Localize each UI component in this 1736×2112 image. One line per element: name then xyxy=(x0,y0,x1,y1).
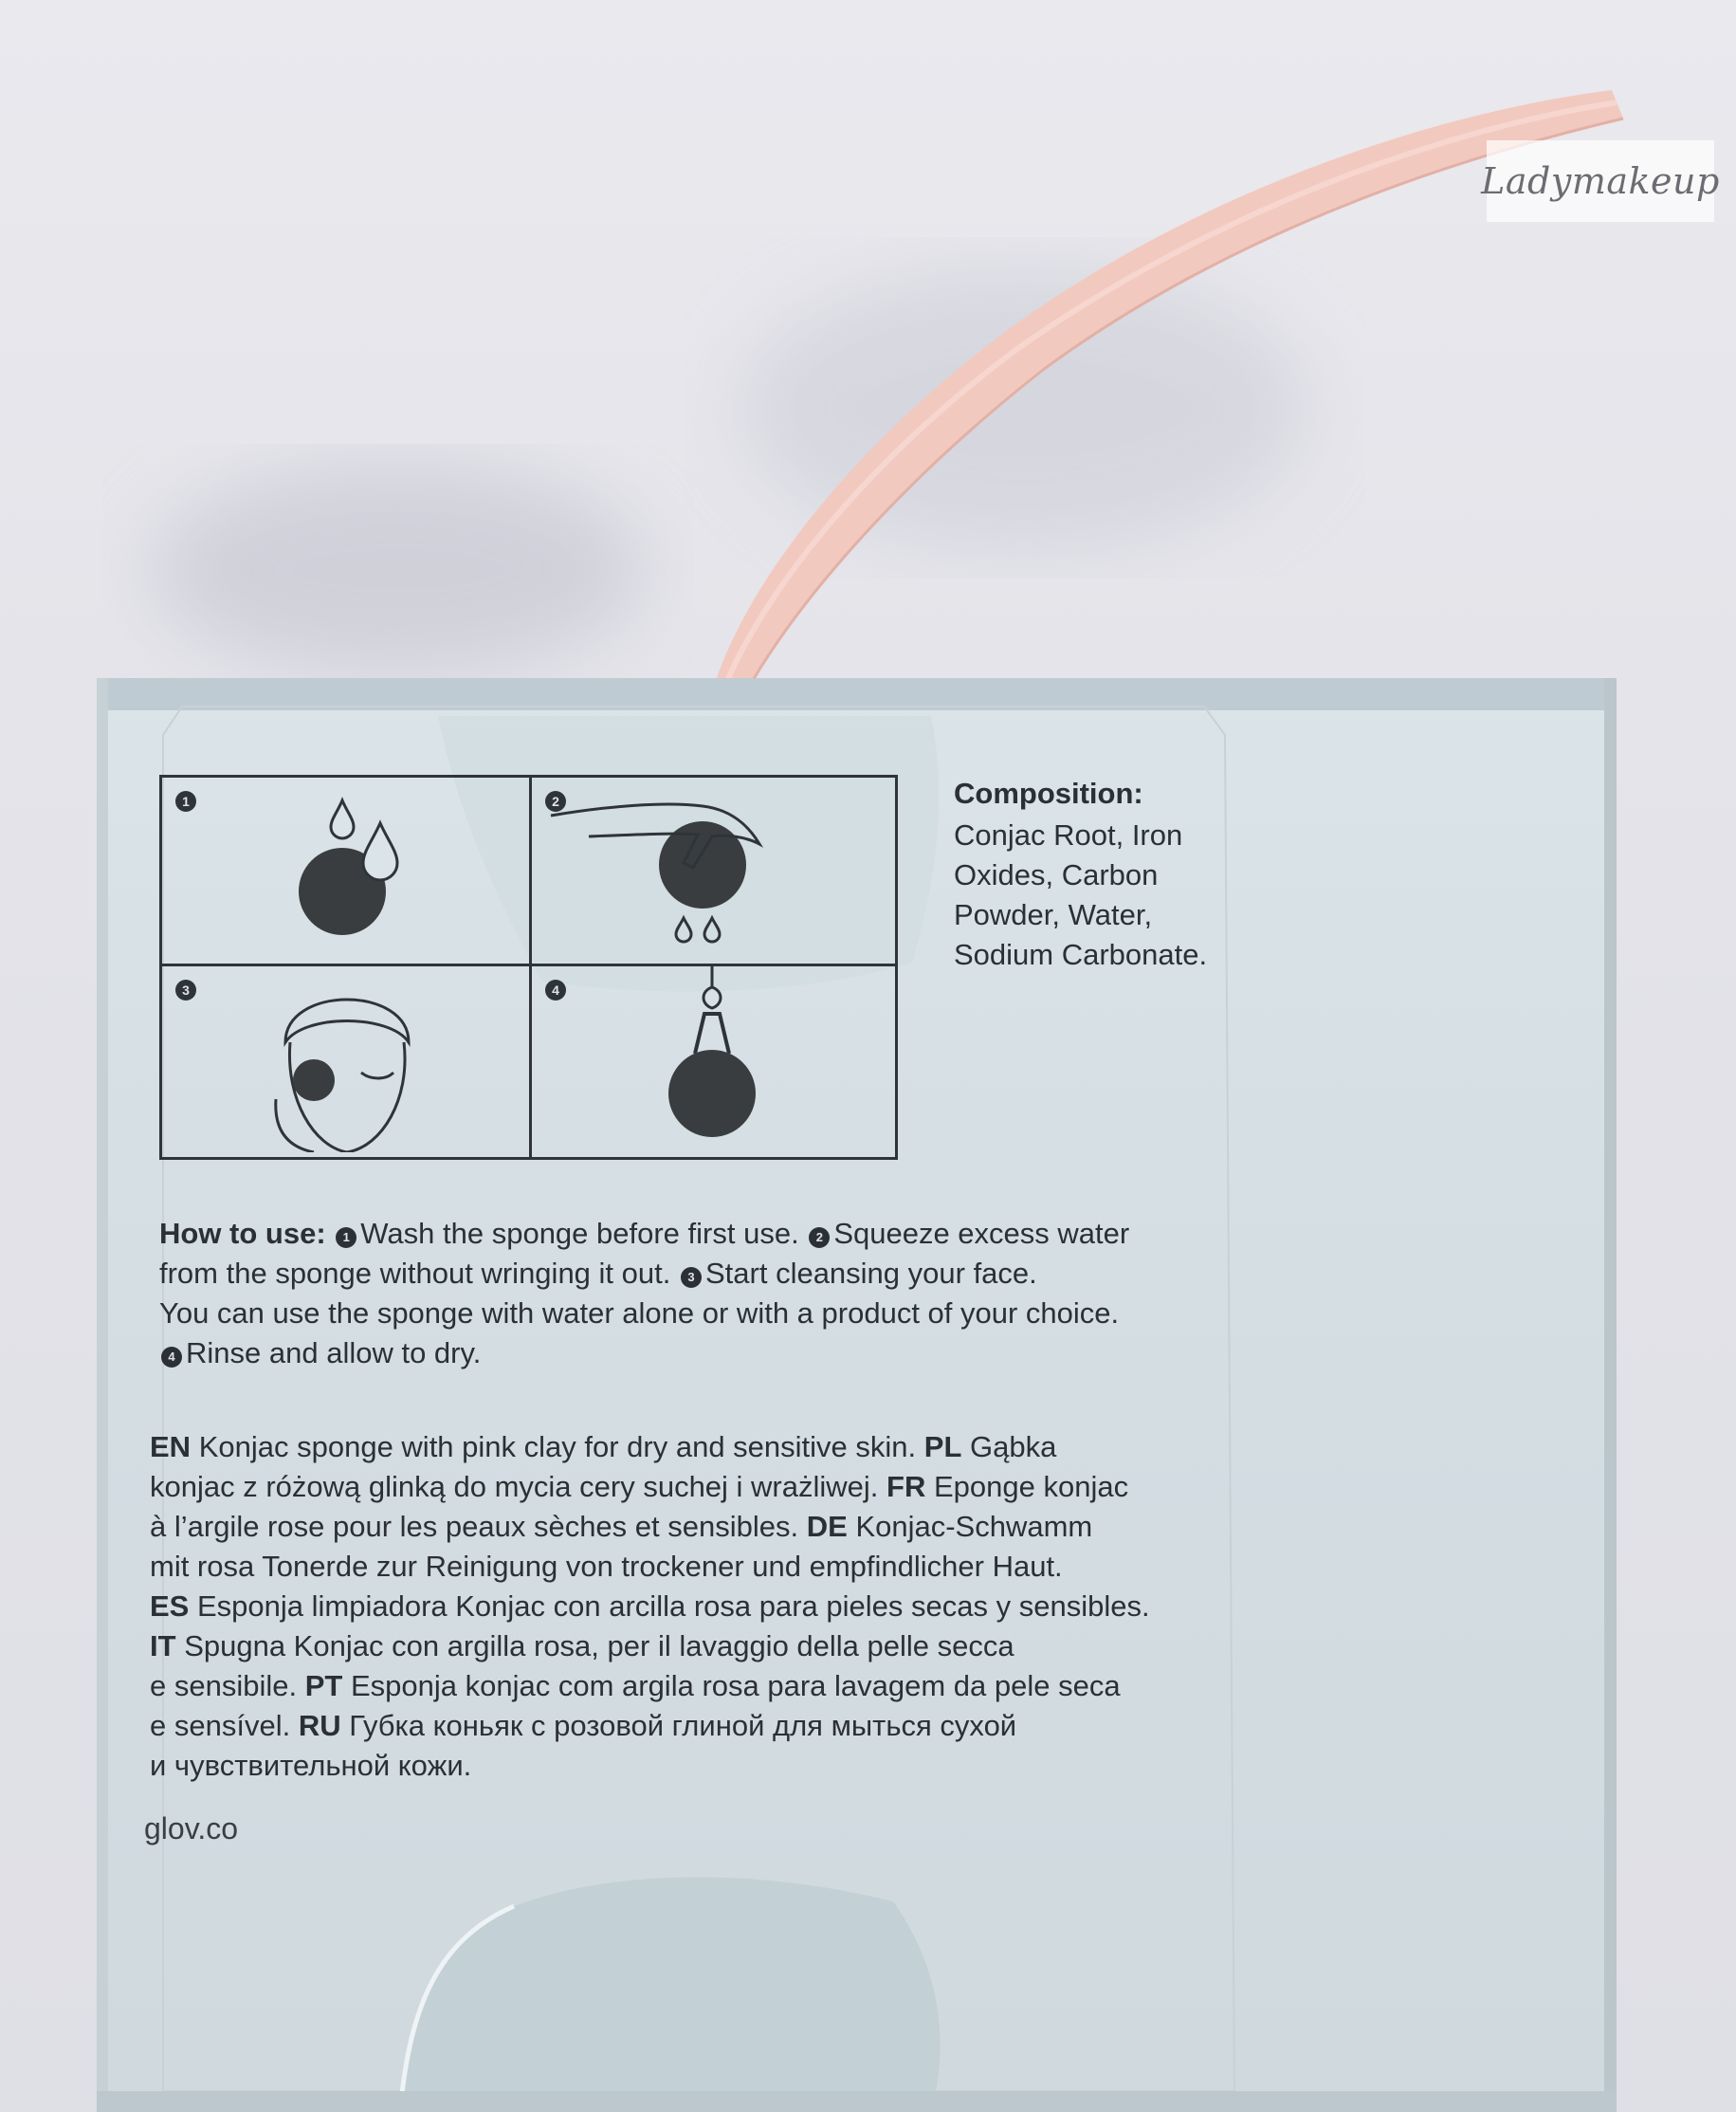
how-to-step-3a: Start cleansing your face. xyxy=(704,1257,1037,1290)
instructions-grid xyxy=(159,775,898,1160)
water-drop-small-icon xyxy=(331,800,354,838)
step-number: 2 xyxy=(545,791,566,812)
lang-text-de: Konjac-Schwamm xyxy=(855,1510,1093,1543)
drip-icon-2 xyxy=(704,918,720,942)
how-to-use-label: How to use: xyxy=(159,1217,326,1250)
lang-text-pt: Esponja konjac com argila rosa para lavagem da pele seca xyxy=(350,1669,1121,1702)
lang-code-pl: PL xyxy=(923,1430,962,1463)
watermark-text: Ladymakeup xyxy=(1481,160,1720,202)
sponge-water-drops-illustration xyxy=(162,778,529,964)
lang-text-en: Konjac sponge with pink clay for dry and sensitive skin. xyxy=(198,1430,917,1463)
water-drop-large-icon xyxy=(363,823,397,880)
cleansing-face-illustration xyxy=(162,966,529,1152)
box-right-edge xyxy=(1604,678,1617,2112)
box-left-edge xyxy=(97,678,108,2112)
lang-code-de: DE xyxy=(806,1510,848,1543)
step-1-cell xyxy=(162,778,529,964)
bullet-1-icon: 1 xyxy=(336,1227,356,1248)
lang-text-it: e sensibile. xyxy=(150,1669,298,1702)
composition-line: Powder, Water, xyxy=(954,898,1153,931)
squeeze-sponge-illustration xyxy=(532,778,899,964)
composition-title: Composition: xyxy=(954,777,1143,810)
lang-text-fr: Eponge konjac xyxy=(933,1470,1129,1503)
watermark xyxy=(1481,140,1720,222)
how-to-step-3b: You can use the sponge with water alone or with a product of your choice. xyxy=(159,1296,1120,1330)
hook-icon xyxy=(704,966,721,1008)
how-to-use-text xyxy=(159,1214,1392,1373)
website-url: glov.co xyxy=(144,1811,239,1846)
lang-text-ru: Губка коньяк с розовой глиной для мыться сухой xyxy=(349,1709,1017,1742)
composition-line: Conjac Root, Iron xyxy=(954,818,1183,852)
step-number: 4 xyxy=(545,980,566,1001)
lang-text-de: mit rosa Tonerde zur Reinigung von trockener und empfindlicher Haut. xyxy=(150,1550,1063,1583)
lang-code-it: IT xyxy=(150,1629,176,1662)
box-back-panel xyxy=(97,678,1617,2112)
composition-line: Sodium Carbonate. xyxy=(954,938,1208,971)
box-shadow-left xyxy=(152,465,645,673)
lang-code-ru: RU xyxy=(298,1709,341,1742)
step-4-cell xyxy=(532,966,899,1152)
bottom-seal-sticker xyxy=(400,1877,941,2112)
lang-text-es: Esponja limpiadora Konjac con arcilla rosa para pieles secas y sensibles. xyxy=(196,1589,1150,1623)
headband-icon xyxy=(285,1000,409,1042)
product-box xyxy=(97,678,1617,2112)
hand-on-cheek-icon xyxy=(276,1099,314,1152)
lang-text-pl: Gąbka xyxy=(970,1430,1057,1463)
bullet-4-icon: 4 xyxy=(161,1347,182,1368)
composition-text xyxy=(954,816,1276,975)
drip-icon-1 xyxy=(676,918,691,942)
string-loop-icon xyxy=(695,1014,729,1054)
step-number: 3 xyxy=(175,980,196,1001)
lang-code-es: ES xyxy=(150,1589,190,1623)
lang-text-ru: и чувствительной кожи. xyxy=(150,1749,472,1782)
step-2-cell xyxy=(532,778,899,964)
how-to-step-1: Wash the sponge before first use. xyxy=(360,1217,799,1250)
lang-code-pt: PT xyxy=(304,1669,343,1702)
sponge-on-face-icon xyxy=(293,1059,335,1101)
bullet-3-icon: 3 xyxy=(681,1267,702,1288)
multilingual-description xyxy=(150,1427,1420,1786)
step-3-cell xyxy=(162,966,529,1152)
lang-code-en: EN xyxy=(150,1430,192,1463)
how-to-step-2a: Squeeze excess water xyxy=(833,1217,1130,1250)
closed-eye-icon xyxy=(361,1073,393,1078)
box-bottom-edge xyxy=(97,2091,1617,2112)
composition-line: Oxides, Carbon xyxy=(954,858,1159,891)
lang-text-pt: e sensível. xyxy=(150,1709,291,1742)
lang-text-pl: konjac z różową glinką do mycia cery suchej i wrażliwej. xyxy=(150,1470,879,1503)
lang-text-it: Spugna Konjac con argilla rosa, per il lavaggio della pelle secca xyxy=(184,1629,1014,1662)
box-top-flap xyxy=(97,678,1617,710)
how-to-step-2b: from the sponge without wringing it out. xyxy=(159,1257,671,1290)
hanging-sponge-icon xyxy=(668,1050,756,1137)
lang-code-fr: FR xyxy=(886,1470,926,1503)
hanging-sponge-illustration xyxy=(532,966,899,1152)
step-number: 1 xyxy=(175,791,196,812)
how-to-step-4: Rinse and allow to dry. xyxy=(186,1336,482,1369)
bullet-2-icon: 2 xyxy=(809,1227,830,1248)
lang-text-fr: à l’argile rose pour les peaux sèches et sensibles. xyxy=(150,1510,799,1543)
